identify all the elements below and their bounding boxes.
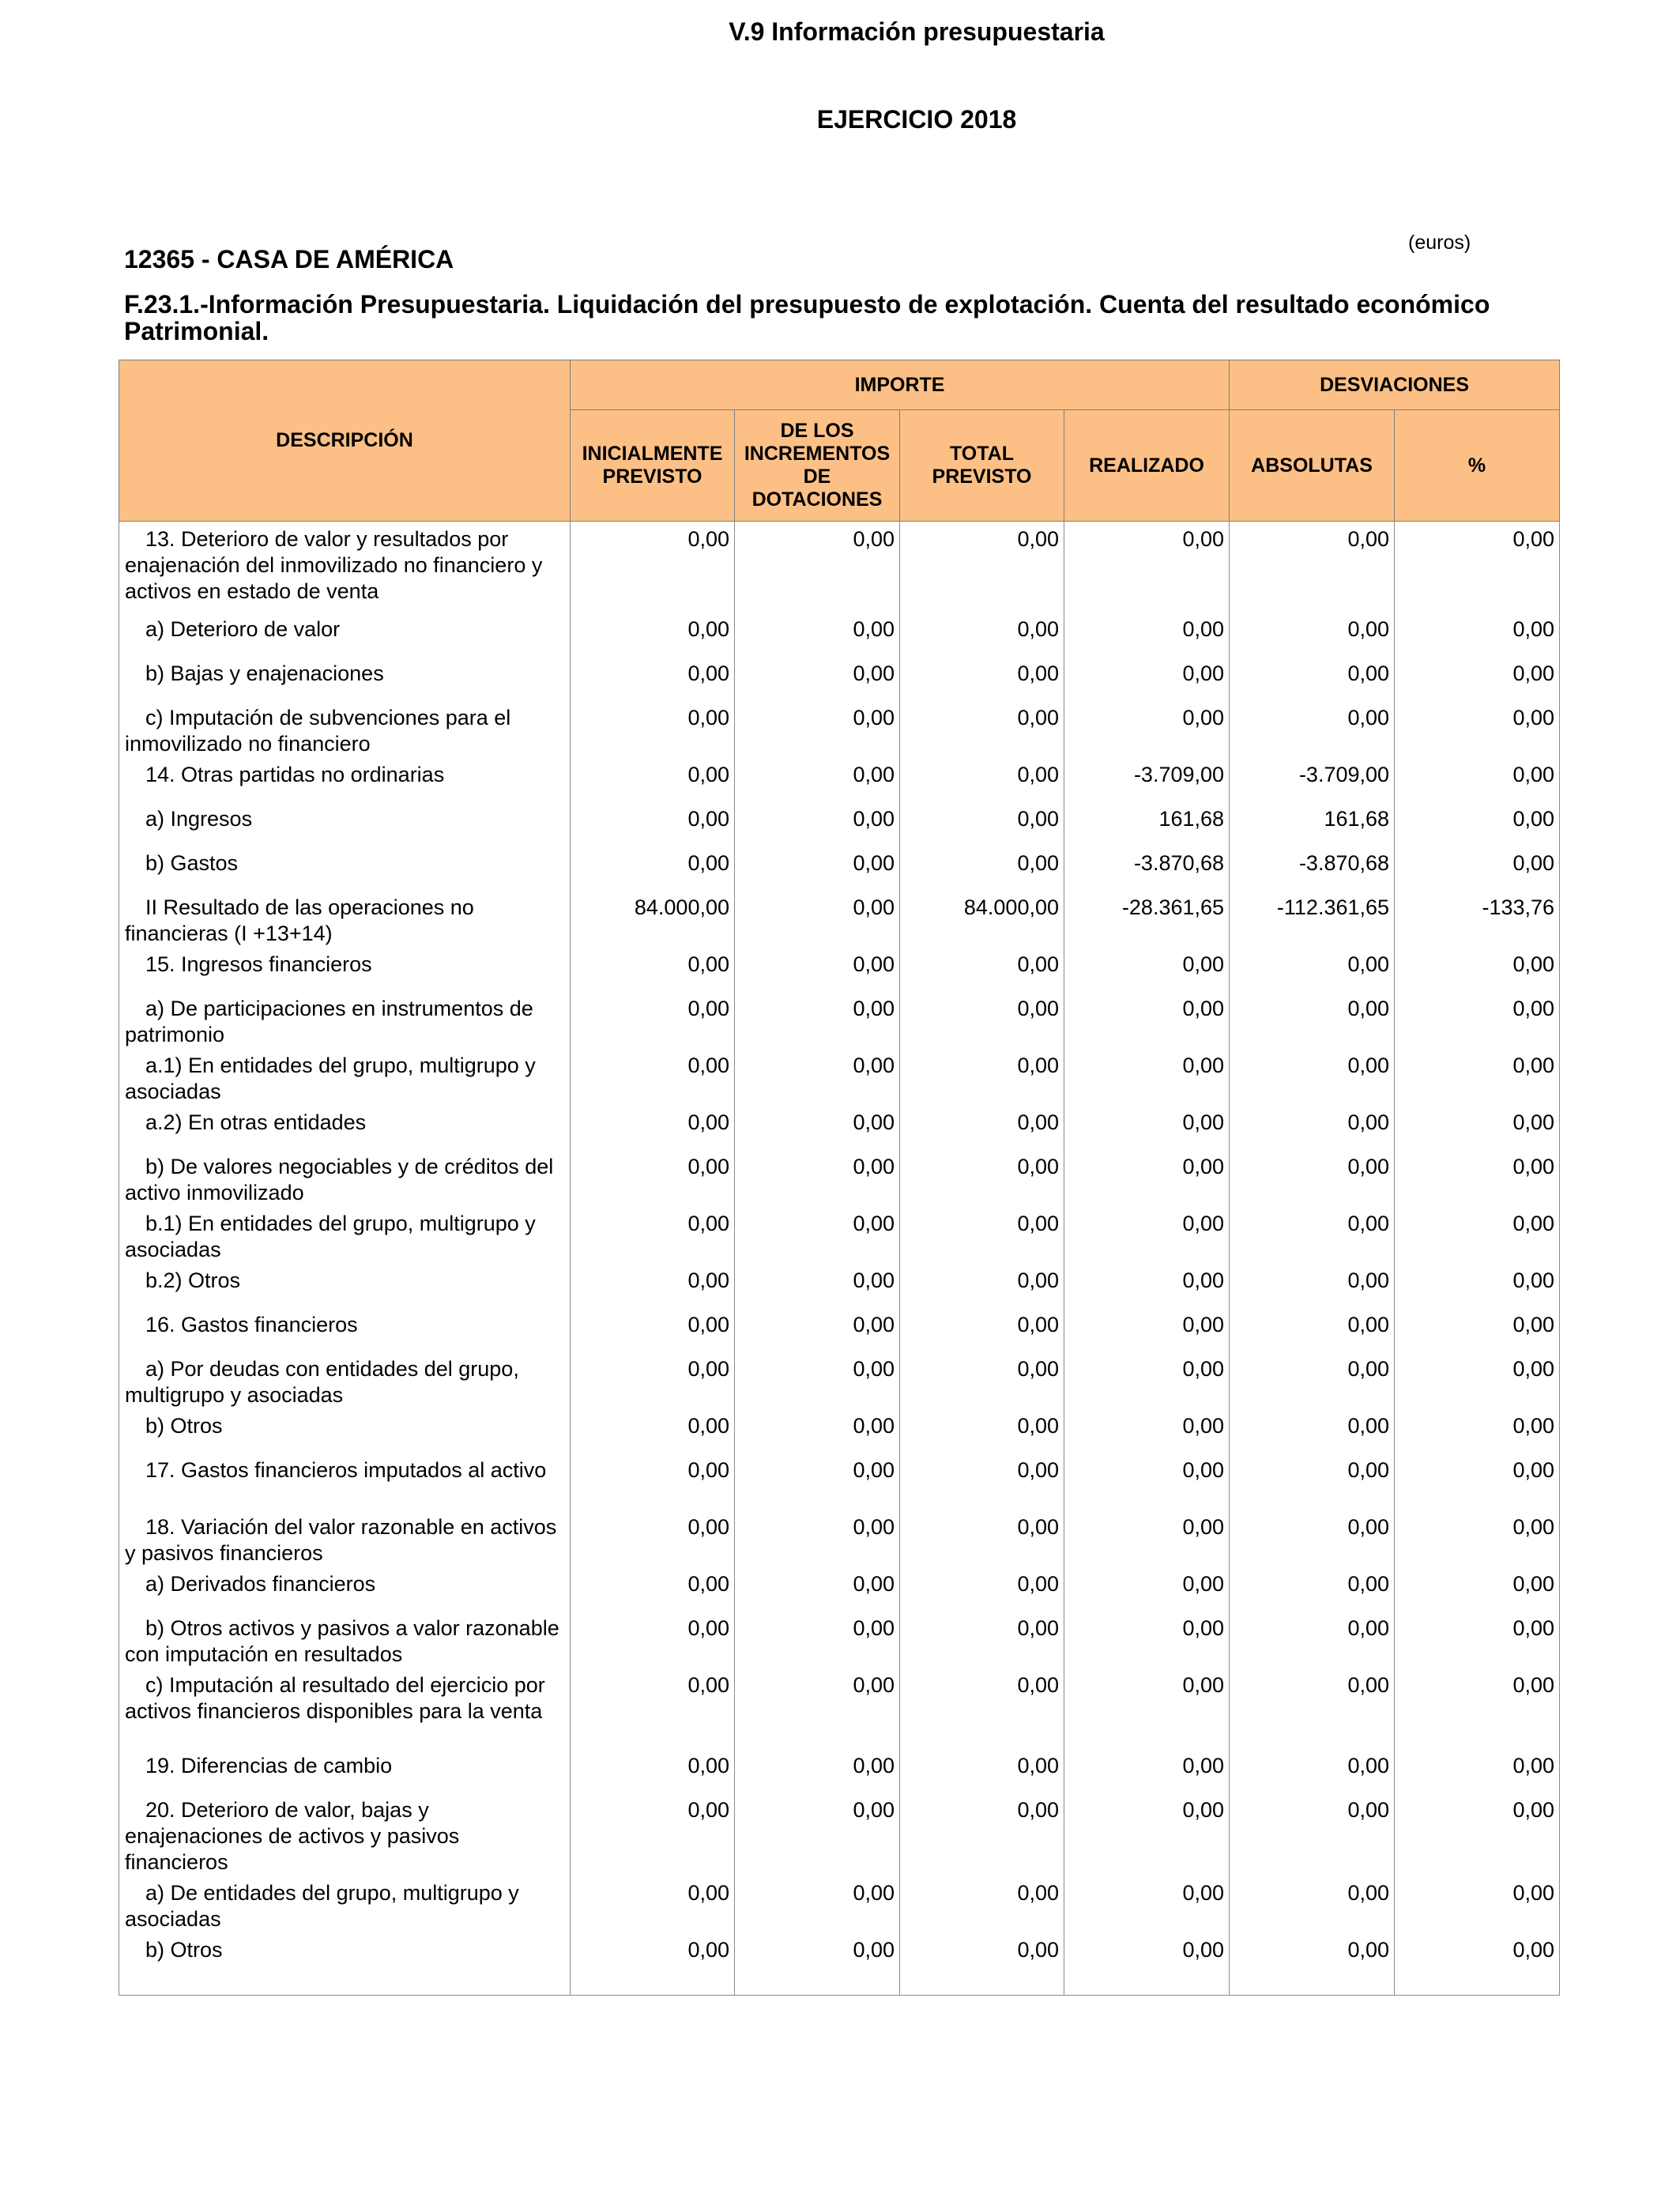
cell-total-previsto: 0,00 — [900, 1408, 1064, 1453]
cell-realizado: 0,00 — [1064, 612, 1230, 656]
report-title: F.23.1.-Información Presupuestaria. Liquidación del presupuesto de explotación. Cuenta del resultado económico Patrimonial. — [124, 290, 1490, 345]
cell-inicialmente-previsto: 0,00 — [571, 1105, 735, 1149]
cell-absolutas: 0,00 — [1230, 1351, 1395, 1408]
cell-inicialmente-previsto: 0,00 — [571, 1566, 735, 1611]
cell-incrementos: 0,00 — [735, 1453, 900, 1510]
cell-incrementos: 0,00 — [735, 1748, 900, 1793]
cell-inicialmente-previsto: 0,00 — [571, 1668, 735, 1748]
cell-percent: 0,00 — [1395, 1307, 1560, 1351]
cell-total-previsto: 0,00 — [900, 1793, 1064, 1875]
cell-realizado: 0,00 — [1064, 700, 1230, 757]
cell-inicialmente-previsto: 0,00 — [571, 1149, 735, 1206]
cell-absolutas: 0,00 — [1230, 522, 1395, 612]
cell-realizado: 0,00 — [1064, 1263, 1230, 1307]
cell-incrementos: 0,00 — [735, 1105, 900, 1149]
cell-descripcion: 20. Deterioro de valor, bajas y enajenaciones de activos y pasivos financieros — [119, 1793, 571, 1875]
cell-percent: 0,00 — [1395, 1263, 1560, 1307]
cell-absolutas: 0,00 — [1230, 612, 1395, 656]
cell-percent: 0,00 — [1395, 1149, 1560, 1206]
cell-descripcion: c) Imputación de subvenciones para el inmovilizado no financiero — [119, 700, 571, 757]
cell-descripcion: b.2) Otros — [119, 1263, 571, 1307]
cell-percent: 0,00 — [1395, 1668, 1560, 1748]
cell-realizado: 0,00 — [1064, 1105, 1230, 1149]
cell-total-previsto: 0,00 — [900, 801, 1064, 846]
cell-incrementos: 0,00 — [735, 1566, 900, 1611]
cell-inicialmente-previsto: 0,00 — [571, 700, 735, 757]
cell-absolutas: 0,00 — [1230, 1206, 1395, 1263]
cell-inicialmente-previsto: 0,00 — [571, 1793, 735, 1875]
cell-descripcion: a) Ingresos — [119, 801, 571, 846]
column-header-inicialmente-previsto: INICIALMENTE PREVISTO — [571, 410, 735, 522]
cell-inicialmente-previsto: 0,00 — [571, 1453, 735, 1510]
cell-absolutas: 0,00 — [1230, 947, 1395, 991]
cell-inicialmente-previsto: 0,00 — [571, 1351, 735, 1408]
table-row — [119, 991, 1560, 1048]
cell-descripcion: b) Otros — [119, 1408, 571, 1453]
cell-descripcion: 17. Gastos financieros imputados al activo — [119, 1453, 571, 1510]
cell-inicialmente-previsto: 0,00 — [571, 801, 735, 846]
cell-inicialmente-previsto: 0,00 — [571, 1048, 735, 1105]
cell-inicialmente-previsto: 0,00 — [571, 757, 735, 801]
cell-absolutas: 0,00 — [1230, 1105, 1395, 1149]
cell-percent: 0,00 — [1395, 801, 1560, 846]
cell-incrementos: 0,00 — [735, 1149, 900, 1206]
currency-units: (euros) — [1408, 232, 1471, 254]
cell-percent: 0,00 — [1395, 1566, 1560, 1611]
table-row — [119, 1206, 1560, 1263]
cell-realizado: 0,00 — [1064, 1875, 1230, 1932]
cell-percent: 0,00 — [1395, 1206, 1560, 1263]
column-header-incrementos: DE LOS INCREMENTOS DE DOTACIONES — [735, 410, 900, 522]
cell-realizado: 0,00 — [1064, 522, 1230, 612]
cell-realizado: 0,00 — [1064, 1408, 1230, 1453]
table-row — [119, 1408, 1560, 1453]
cell-absolutas: 0,00 — [1230, 1875, 1395, 1932]
cell-incrementos: 0,00 — [735, 947, 900, 991]
column-header-absolutas: ABSOLUTAS — [1230, 410, 1395, 522]
cell-incrementos: 0,00 — [735, 656, 900, 700]
table-row — [119, 656, 1560, 700]
cell-incrementos: 0,00 — [735, 991, 900, 1048]
cell-realizado: 0,00 — [1064, 1149, 1230, 1206]
cell-incrementos: 0,00 — [735, 1793, 900, 1875]
cell-incrementos: 0,00 — [735, 1048, 900, 1105]
table-row — [119, 757, 1560, 801]
cell-descripcion: 18. Variación del valor razonable en activos y pasivos financieros — [119, 1510, 571, 1566]
cell-inicialmente-previsto: 0,00 — [571, 656, 735, 700]
cell-total-previsto: 0,00 — [900, 656, 1064, 700]
cell-descripcion: a.1) En entidades del grupo, multigrupo y asociadas — [119, 1048, 571, 1105]
cell-absolutas: 0,00 — [1230, 1149, 1395, 1206]
table-row — [119, 1611, 1560, 1668]
cell-percent: 0,00 — [1395, 1048, 1560, 1105]
cell-total-previsto: 0,00 — [900, 522, 1064, 612]
table-row — [119, 1453, 1560, 1510]
group-header-desviaciones: DESVIACIONES — [1230, 360, 1560, 410]
cell-incrementos: 0,00 — [735, 1611, 900, 1668]
cell-absolutas: 0,00 — [1230, 1510, 1395, 1566]
cell-absolutas: 161,68 — [1230, 801, 1395, 846]
table-row — [119, 1149, 1560, 1206]
table-row — [119, 1351, 1560, 1408]
cell-inicialmente-previsto: 84.000,00 — [571, 890, 735, 947]
cell-total-previsto: 0,00 — [900, 1453, 1064, 1510]
table-row — [119, 801, 1560, 846]
cell-percent: 0,00 — [1395, 846, 1560, 890]
column-header-realizado: REALIZADO — [1064, 410, 1230, 522]
cell-percent: 0,00 — [1395, 947, 1560, 991]
cell-percent: 0,00 — [1395, 522, 1560, 612]
cell-percent: 0,00 — [1395, 757, 1560, 801]
cell-incrementos: 0,00 — [735, 1351, 900, 1408]
cell-incrementos: 0,00 — [735, 612, 900, 656]
cell-realizado: 161,68 — [1064, 801, 1230, 846]
cell-inicialmente-previsto: 0,00 — [571, 1875, 735, 1932]
cell-inicialmente-previsto: 0,00 — [571, 522, 735, 612]
table-row — [119, 1263, 1560, 1307]
cell-absolutas: 0,00 — [1230, 1307, 1395, 1351]
cell-incrementos: 0,00 — [735, 1408, 900, 1453]
table-row — [119, 890, 1560, 947]
cell-incrementos: 0,00 — [735, 1668, 900, 1748]
cell-percent: 0,00 — [1395, 1611, 1560, 1668]
cell-total-previsto: 0,00 — [900, 1263, 1064, 1307]
cell-realizado: 0,00 — [1064, 1307, 1230, 1351]
cell-inicialmente-previsto: 0,00 — [571, 1206, 735, 1263]
column-header-percent: % — [1395, 410, 1560, 522]
cell-descripcion: a) Por deudas con entidades del grupo, multigrupo y asociadas — [119, 1351, 571, 1408]
table-row — [119, 1510, 1560, 1566]
table-row — [119, 1793, 1560, 1875]
cell-incrementos: 0,00 — [735, 1307, 900, 1351]
cell-realizado: -3.870,68 — [1064, 846, 1230, 890]
cell-total-previsto: 0,00 — [900, 991, 1064, 1048]
table-row — [119, 1748, 1560, 1793]
table-row — [119, 1307, 1560, 1351]
cell-total-previsto: 0,00 — [900, 1149, 1064, 1206]
cell-descripcion: b) De valores negociables y de créditos del activo inmovilizado — [119, 1149, 571, 1206]
cell-inicialmente-previsto: 0,00 — [571, 846, 735, 890]
table-row — [119, 1668, 1560, 1748]
cell-total-previsto: 0,00 — [900, 947, 1064, 991]
cell-descripcion: II Resultado de las operaciones no financieras (I +13+14) — [119, 890, 571, 947]
table-row — [119, 1932, 1560, 1996]
cell-inicialmente-previsto: 0,00 — [571, 1932, 735, 1996]
cell-percent: 0,00 — [1395, 1793, 1560, 1875]
cell-total-previsto: 84.000,00 — [900, 890, 1064, 947]
table-row — [119, 947, 1560, 991]
cell-total-previsto: 0,00 — [900, 1307, 1064, 1351]
cell-percent: 0,00 — [1395, 1875, 1560, 1932]
cell-realizado: 0,00 — [1064, 1932, 1230, 1996]
cell-total-previsto: 0,00 — [900, 846, 1064, 890]
cell-realizado: 0,00 — [1064, 656, 1230, 700]
cell-inicialmente-previsto: 0,00 — [571, 1510, 735, 1566]
cell-total-previsto: 0,00 — [900, 1932, 1064, 1996]
cell-descripcion: c) Imputación al resultado del ejercicio por activos financieros disponibles para la venta — [119, 1668, 571, 1748]
cell-absolutas: 0,00 — [1230, 1793, 1395, 1875]
cell-realizado: 0,00 — [1064, 1793, 1230, 1875]
cell-absolutas: 0,00 — [1230, 1932, 1395, 1996]
cell-total-previsto: 0,00 — [900, 1748, 1064, 1793]
cell-percent: 0,00 — [1395, 991, 1560, 1048]
cell-total-previsto: 0,00 — [900, 1105, 1064, 1149]
cell-total-previsto: 0,00 — [900, 700, 1064, 757]
cell-inicialmente-previsto: 0,00 — [571, 1307, 735, 1351]
column-header-descripcion: DESCRIPCIÓN — [119, 360, 571, 522]
cell-realizado: 0,00 — [1064, 991, 1230, 1048]
cell-inicialmente-previsto: 0,00 — [571, 1263, 735, 1307]
cell-total-previsto: 0,00 — [900, 1206, 1064, 1263]
budget-table — [119, 360, 1560, 1996]
cell-percent: -133,76 — [1395, 890, 1560, 947]
cell-absolutas: 0,00 — [1230, 1453, 1395, 1510]
cell-descripcion: a) De entidades del grupo, multigrupo y asociadas — [119, 1875, 571, 1932]
cell-total-previsto: 0,00 — [900, 1566, 1064, 1611]
cell-total-previsto: 0,00 — [900, 1048, 1064, 1105]
cell-inicialmente-previsto: 0,00 — [571, 612, 735, 656]
cell-total-previsto: 0,00 — [900, 612, 1064, 656]
cell-inicialmente-previsto: 0,00 — [571, 947, 735, 991]
cell-incrementos: 0,00 — [735, 700, 900, 757]
cell-realizado: 0,00 — [1064, 947, 1230, 991]
cell-total-previsto: 0,00 — [900, 1611, 1064, 1668]
cell-descripcion: 14. Otras partidas no ordinarias — [119, 757, 571, 801]
cell-incrementos: 0,00 — [735, 757, 900, 801]
cell-inicialmente-previsto: 0,00 — [571, 1611, 735, 1668]
cell-absolutas: -3.709,00 — [1230, 757, 1395, 801]
cell-percent: 0,00 — [1395, 612, 1560, 656]
table-body — [119, 522, 1560, 1996]
cell-percent: 0,00 — [1395, 700, 1560, 757]
cell-percent: 0,00 — [1395, 1453, 1560, 1510]
cell-absolutas: 0,00 — [1230, 1263, 1395, 1307]
cell-inicialmente-previsto: 0,00 — [571, 1408, 735, 1453]
cell-absolutas: 0,00 — [1230, 1748, 1395, 1793]
cell-realizado: 0,00 — [1064, 1668, 1230, 1748]
cell-realizado: 0,00 — [1064, 1206, 1230, 1263]
cell-inicialmente-previsto: 0,00 — [571, 1748, 735, 1793]
cell-total-previsto: 0,00 — [900, 1351, 1064, 1408]
column-header-total-previsto: TOTAL PREVISTO — [900, 410, 1064, 522]
table-row — [119, 1105, 1560, 1149]
cell-absolutas: -3.870,68 — [1230, 846, 1395, 890]
cell-incrementos: 0,00 — [735, 1875, 900, 1932]
cell-incrementos: 0,00 — [735, 801, 900, 846]
entity-name: 12365 - CASA DE AMÉRICA — [124, 245, 454, 273]
cell-absolutas: 0,00 — [1230, 656, 1395, 700]
cell-total-previsto: 0,00 — [900, 757, 1064, 801]
cell-percent: 0,00 — [1395, 1932, 1560, 1996]
table-row — [119, 1875, 1560, 1932]
cell-realizado: 0,00 — [1064, 1510, 1230, 1566]
cell-percent: 0,00 — [1395, 1748, 1560, 1793]
cell-total-previsto: 0,00 — [900, 1875, 1064, 1932]
cell-incrementos: 0,00 — [735, 1206, 900, 1263]
cell-descripcion: 19. Diferencias de cambio — [119, 1748, 571, 1793]
cell-absolutas: 0,00 — [1230, 991, 1395, 1048]
table-row — [119, 522, 1560, 612]
cell-absolutas: 0,00 — [1230, 1611, 1395, 1668]
cell-incrementos: 0,00 — [735, 522, 900, 612]
section-heading: V.9 Información presupuestaria — [729, 17, 1105, 46]
cell-realizado: 0,00 — [1064, 1566, 1230, 1611]
cell-realizado: 0,00 — [1064, 1453, 1230, 1510]
cell-descripcion: a) Deterioro de valor — [119, 612, 571, 656]
fiscal-year-heading: EJERCICIO 2018 — [816, 105, 1017, 134]
cell-percent: 0,00 — [1395, 1510, 1560, 1566]
cell-realizado: 0,00 — [1064, 1611, 1230, 1668]
cell-total-previsto: 0,00 — [900, 1510, 1064, 1566]
cell-absolutas: -112.361,65 — [1230, 890, 1395, 947]
table-row — [119, 612, 1560, 656]
cell-descripcion: b) Bajas y enajenaciones — [119, 656, 571, 700]
cell-incrementos: 0,00 — [735, 1263, 900, 1307]
cell-descripcion: a) Derivados financieros — [119, 1566, 571, 1611]
cell-absolutas: 0,00 — [1230, 700, 1395, 757]
cell-incrementos: 0,00 — [735, 846, 900, 890]
cell-incrementos: 0,00 — [735, 1510, 900, 1566]
table-row — [119, 846, 1560, 890]
cell-realizado: 0,00 — [1064, 1351, 1230, 1408]
cell-realizado: 0,00 — [1064, 1748, 1230, 1793]
cell-absolutas: 0,00 — [1230, 1668, 1395, 1748]
cell-absolutas: 0,00 — [1230, 1048, 1395, 1105]
group-header-importe: IMPORTE — [571, 360, 1230, 410]
cell-descripcion: a) De participaciones en instrumentos de patrimonio — [119, 991, 571, 1048]
cell-descripcion: b) Gastos — [119, 846, 571, 890]
cell-percent: 0,00 — [1395, 1408, 1560, 1453]
cell-incrementos: 0,00 — [735, 1932, 900, 1996]
table-header — [119, 360, 1560, 522]
cell-descripcion: b) Otros — [119, 1932, 571, 1996]
cell-incrementos: 0,00 — [735, 890, 900, 947]
table-row — [119, 700, 1560, 757]
cell-percent: 0,00 — [1395, 1105, 1560, 1149]
cell-descripcion: b) Otros activos y pasivos a valor razonable con imputación en resultados — [119, 1611, 571, 1668]
cell-absolutas: 0,00 — [1230, 1408, 1395, 1453]
cell-descripcion: b.1) En entidades del grupo, multigrupo y asociadas — [119, 1206, 571, 1263]
cell-descripcion: 16. Gastos financieros — [119, 1307, 571, 1351]
cell-realizado: -3.709,00 — [1064, 757, 1230, 801]
cell-inicialmente-previsto: 0,00 — [571, 991, 735, 1048]
cell-descripcion: 13. Deterioro de valor y resultados por enajenación del inmovilizado no financiero y activos en estado de venta — [119, 522, 571, 612]
cell-realizado: -28.361,65 — [1064, 890, 1230, 947]
cell-total-previsto: 0,00 — [900, 1668, 1064, 1748]
cell-percent: 0,00 — [1395, 656, 1560, 700]
cell-descripcion: a.2) En otras entidades — [119, 1105, 571, 1149]
cell-percent: 0,00 — [1395, 1351, 1560, 1408]
table-row — [119, 1048, 1560, 1105]
cell-realizado: 0,00 — [1064, 1048, 1230, 1105]
cell-absolutas: 0,00 — [1230, 1566, 1395, 1611]
cell-descripcion: 15. Ingresos financieros — [119, 947, 571, 991]
table-row — [119, 1566, 1560, 1611]
